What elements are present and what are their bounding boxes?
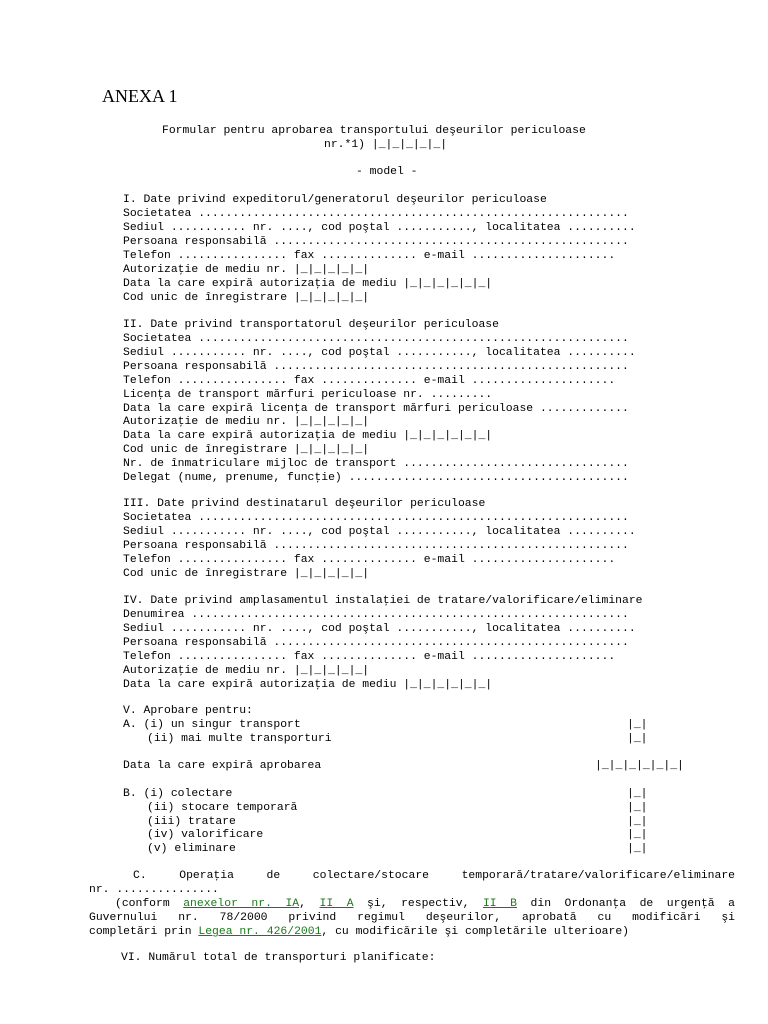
section-1-field: Sediul ........... nr. ...., cod poştal ..........., localitatea .......... (123, 222, 636, 234)
checkbox-multiple-transports: |_| (627, 733, 648, 745)
section-2-field: Persoana responsabilă .................................................... (123, 361, 629, 373)
section-3-field: Sediul ........... nr. ...., cod poştal ..........., localitatea .......... (123, 526, 636, 538)
option-stocare: (ii) stocare temporară (147, 802, 298, 814)
form-number: nr.*1) |_|_|_|_|_| (324, 139, 448, 151)
section-3-field: Societatea ............................................................... (123, 512, 629, 524)
paragraph-text: din Ordonanţa de urgenţă a (517, 898, 735, 910)
section-4-field: Sediul ........... nr. ...., cod poştal ..........., localitatea .......... (123, 623, 636, 635)
section-5-title: V. Aprobare pentru: (123, 705, 253, 717)
paragraph-text: , cu modificările şi completările ulterioare) (321, 926, 630, 938)
paragraph-line (89, 925, 735, 939)
section-2-field: Delegat (nume, prenume, funcţie) ......................................... (123, 472, 629, 484)
section-2-field: Data la care expiră autorizaţia de mediu |_|_|_|_|_|_| (123, 430, 493, 442)
option-eliminare: (v) eliminare (147, 843, 236, 855)
option-valorificare: (iv) valorificare (147, 829, 264, 841)
section-6-title: VI. Numărul total de transporturi planificate: (121, 952, 436, 964)
operation-paragraph (89, 869, 735, 939)
checkbox-stocare: |_| (627, 802, 648, 814)
section-4-title: IV. Date privind amplasamentul instalaţiei de tratare/valorificare/eliminare (123, 595, 643, 607)
paragraph-line: Guvernului nr. 78/2000 privind regimul deşeurilor, aprobată cu modificări şi (89, 912, 735, 924)
section-2-field: Sediul ........... nr. ...., cod poştal ..........., localitatea .......... (123, 347, 636, 359)
section-4-field: Data la care expiră autorizaţia de mediu |_|_|_|_|_|_| (123, 679, 493, 691)
checkbox-tratare: |_| (627, 816, 648, 828)
link-anexe-ia[interactable]: anexelor nr. IA (183, 898, 300, 910)
approval-expiry-boxes: |_|_|_|_|_|_| (595, 760, 684, 772)
section-2-title: II. Date privind transportatorul deşeurilor periculoase (123, 319, 499, 331)
paragraph-line: C. Operaţia de colectare/stocare temporară/tratare/valorificare/eliminare (133, 870, 735, 882)
section-4-field: Persoana responsabilă .................................................... (123, 637, 629, 649)
section-2-field: Autorizaţie de mediu nr. |_|_|_|_|_| (123, 416, 370, 428)
section-3-field: Cod unic de înregistrare |_|_|_|_|_| (123, 568, 370, 580)
section-1-field: Autorizaţie de mediu nr. |_|_|_|_|_| (123, 264, 370, 276)
checkbox-single-transport: |_| (627, 719, 648, 731)
paragraph-text: şi, respectiv, (353, 898, 483, 910)
section-4-field: Autorizaţie de mediu nr. |_|_|_|_|_| (123, 665, 370, 677)
section-2-field: Cod unic de înregistrare |_|_|_|_|_| (123, 444, 370, 456)
section-2-field: Nr. de înmatriculare mijloc de transport ................................. (123, 458, 629, 470)
paragraph-text: , (299, 898, 320, 910)
paragraph-text: (conform (115, 898, 184, 910)
section-3-field: Telefon ................ fax .............. e-mail ..................... (123, 554, 616, 566)
option-tratare: (iii) tratare (147, 816, 236, 828)
section-1-title: I. Date privind expeditorul/generatorul deşeurilor periculoase (123, 194, 547, 206)
paragraph-line (89, 897, 735, 911)
section-3-field: Persoana responsabilă .................................................... (123, 540, 629, 552)
section-2-field: Data la care expiră licenţa de transport mărfuri periculoase ............. (123, 403, 629, 415)
section-1-field: Data la care expiră autorizaţia de mediu |_|_|_|_|_|_| (123, 278, 493, 290)
checkbox-eliminare: |_| (627, 843, 648, 855)
section-2-field: Telefon ................ fax .............. e-mail ..................... (123, 375, 616, 387)
section-1-field: Societatea ............................................................... (123, 208, 629, 220)
option-single-transport: A. (i) un singur transport (123, 719, 301, 731)
option-colectare: B. (i) colectare (123, 788, 233, 800)
form-title: Formular pentru aprobarea transportului deşeurilor periculoase (162, 125, 586, 137)
approval-expiry-label: Data la care expiră aprobarea (123, 760, 322, 772)
section-1-field: Cod unic de înregistrare |_|_|_|_|_| (123, 292, 370, 304)
section-4-field: Telefon ................ fax .............. e-mail ..................... (123, 651, 616, 663)
link-anexa-iia[interactable]: II A (319, 898, 354, 910)
section-2-field: Societatea ............................................................... (123, 333, 629, 345)
link-anexa-iib[interactable]: II B (482, 898, 517, 910)
checkbox-colectare: |_| (627, 788, 648, 800)
section-1-field: Persoana responsabilă .................................................... (123, 236, 629, 248)
link-legea-426-2001[interactable]: Legea nr. 426/2001 (198, 926, 322, 938)
paragraph-text: completări prin (89, 926, 199, 938)
section-1-field: Telefon ................ fax .............. e-mail ..................... (123, 250, 616, 262)
option-multiple-transports: (ii) mai multe transporturi (147, 733, 332, 745)
section-4-field: Denumirea ................................................................ (123, 609, 629, 621)
annex-heading: ANEXA 1 (102, 86, 178, 106)
paragraph-line: nr. ............... (89, 884, 219, 896)
checkbox-valorificare: |_| (627, 829, 648, 841)
section-2-field: Licenţa de transport mărfuri periculoase nr. ......... (123, 389, 493, 401)
model-label: - model - (356, 166, 418, 178)
section-3-title: III. Date privind destinatarul deşeurilor periculoase (123, 498, 486, 510)
